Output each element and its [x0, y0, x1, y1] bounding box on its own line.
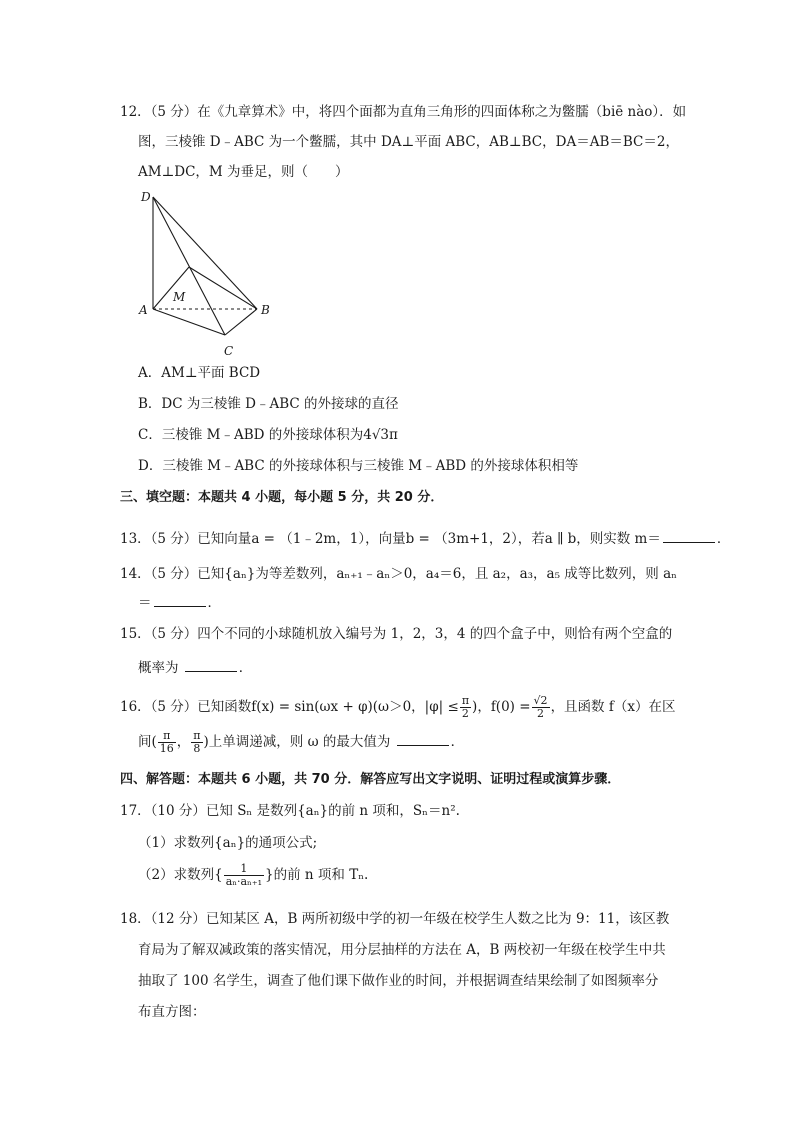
q18-line4: 布直方图：	[138, 1004, 206, 1020]
label-C: C	[224, 344, 234, 358]
q12-option-c: C．三棱锥 M﹣ABD 的外接球体积为4√3π	[138, 427, 398, 443]
q12-option-d: D．三棱锥 M﹣ABC 的外接球体积与三棱锥 M﹣ABD 的外接球体积相等	[138, 458, 579, 474]
label-B: B	[261, 303, 270, 317]
q12-option-b: B．DC 为三棱锥 D﹣ABC 的外接球的直径	[138, 396, 399, 412]
label-A: A	[139, 303, 148, 317]
q15-line2: 概率为 ．	[138, 660, 253, 676]
q13-line: 13．（5 分）已知向量a = （1﹣2m，1），向量b = （3m+1，2），若a ∥ b，则实数 m＝ ．	[120, 531, 731, 547]
tetrahedron-figure	[135, 185, 280, 360]
q16-answer-blank[interactable]	[397, 733, 449, 746]
q17-line1: 17．（10 分）已知 Sₙ 是数列{aₙ}的前 n 项和，Sₙ＝n².	[120, 803, 460, 819]
q12-line2: 图，三棱锥 D﹣ABC 为一个鳖臑，其中 DA⊥平面 ABC，AB⊥BC，DA＝AB＝BC＝2，	[138, 134, 679, 150]
q18-line3: 抽取了 100 名学生，调查了他们课下做作业的时间，并根据调查结果绘制了如图频率分	[138, 973, 659, 989]
q18-line2: 育局为了解双减政策的落实情况，用分层抽样的方法在 A，B 两校初一年级在校学生中共	[138, 942, 666, 958]
label-D: D	[141, 190, 151, 204]
q16-line1: 16．（5 分）已知函数f(x) = sin(ωx + φ)(ω＞0，|φ| ≤ $\frac{\pi}{2}$ )，f(0) = $\frac{√2}{2}$ ，且函数 f（x）在区	[120, 694, 676, 720]
q15-answer-blank[interactable]	[185, 659, 237, 672]
q12-line3: AM⊥DC，M 为垂足，则（ ）	[138, 164, 349, 180]
section-3-heading: 三、填空题：本题共 4 小题，每小题 5 分，共 20 分．	[120, 490, 444, 505]
section-4-heading: 四、解答题：本题共 6 小题，共 70 分．解答应写出文字说明、证明过程或演算步骤．	[120, 772, 621, 787]
q14-answer-blank[interactable]	[154, 594, 206, 607]
q18-line1: 18．（12 分）已知某区 A，B 两所初级中学的初一年级在校学生人数之比为 9：11，该区教	[120, 911, 670, 927]
q17-part1: （1）求数列{aₙ}的通项公式;	[138, 835, 318, 851]
q12-option-a: A．AM⊥平面 BCD	[138, 365, 261, 381]
label-M: M	[173, 290, 186, 304]
q17-part2: （2）求数列{ $\frac{1}{\text{aₙ·aₙ₊₁}}$ }的前 n 项和 Tₙ.	[138, 862, 369, 888]
q13-answer-blank[interactable]	[663, 530, 715, 543]
q14-line2: ＝ ．	[138, 595, 221, 611]
q16-line2: 间( $\frac{\pi}{16}$ ， $\frac{\pi}{8}$ )上单调递减，则 ω 的最大值为 ．	[138, 729, 465, 755]
q15-line1: 15．（5 分）四个不同的小球随机放入编号为 1，2，3，4 的四个盒子中，则恰有两个空盒的	[120, 626, 673, 642]
q12-line1: 12．（5 分）在《九章算术》中，将四个面都为直角三角形的四面体称之为鳖臑（biē nào）．如	[120, 104, 687, 120]
q14-line1: 14．（5 分）已知{aₙ}为等差数列，aₙ₊₁﹣aₙ＞0，a₄＝6，且 a₂，a₃，a₅ 成等比数列，则 aₙ	[120, 566, 677, 582]
